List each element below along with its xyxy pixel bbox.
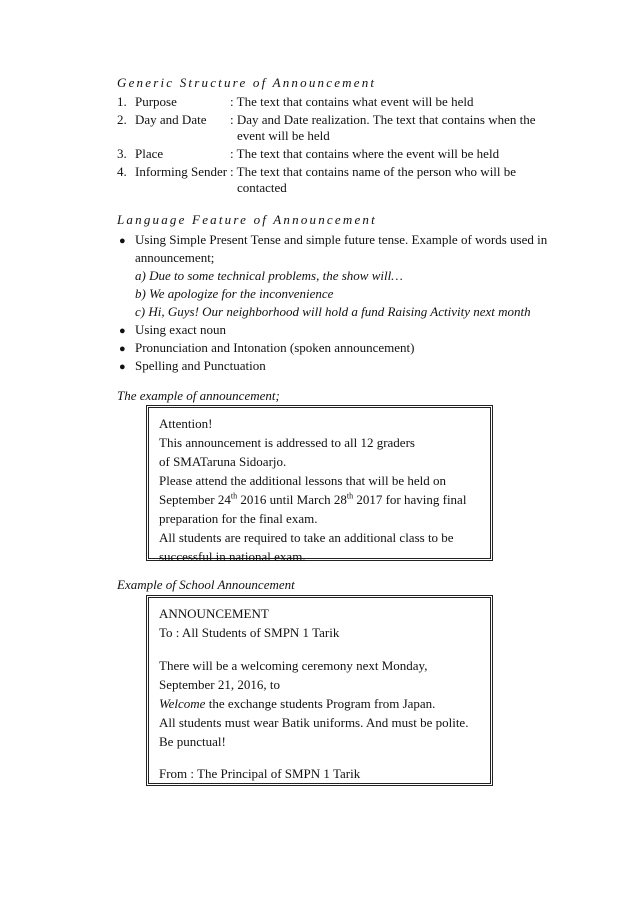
announcement-to: To : All Students of SMPN 1 Tarik	[159, 625, 340, 640]
example-label: The example of announcement;	[117, 388, 280, 403]
school-announcement-box	[146, 595, 493, 786]
example-label: Example of School Announcement	[117, 577, 295, 592]
item-number: 3.	[117, 146, 127, 161]
announcement-line: All students are required to take an additional class to be	[159, 530, 454, 545]
item-definition: : Day and Date realization. The text that contains when the	[230, 112, 536, 127]
example-sentence: a) Due to some technical problems, the show will…	[135, 268, 403, 283]
item-definition: : The text that contains what event will be held	[230, 94, 474, 109]
item-term: Informing Sender	[135, 164, 228, 179]
bullet-icon: ●	[119, 361, 126, 373]
item-definition: : The text that contains name of the person who will be	[230, 164, 517, 179]
bullet-icon: ●	[119, 235, 126, 247]
language-feature-heading: Language Feature of Announcement	[117, 212, 377, 227]
bullet-icon: ●	[119, 343, 126, 355]
bullet-text: Using Simple Present Tense and simple future tense. Example of words used in	[135, 232, 548, 247]
bullet-icon: ●	[119, 325, 126, 337]
item-number: 4.	[117, 164, 127, 179]
announcement-line: September 21, 2016, to	[159, 677, 280, 692]
announcement-line: Please attend the additional lessons that will be held on	[159, 473, 447, 488]
announcement-line: Be punctual!	[159, 734, 226, 749]
example-sentence: c) Hi, Guys! Our neighborhood will hold a fund Raising Activity next month	[135, 304, 531, 319]
item-number: 1.	[117, 94, 127, 109]
item-definition: : The text that contains where the event will be held	[230, 146, 500, 161]
announcement-line: All students must wear Batik uniforms. And must be polite.	[159, 715, 469, 730]
bullet-text-cont: announcement;	[135, 250, 215, 265]
announcement-line: of SMATaruna Sidoarjo.	[159, 454, 287, 469]
item-definition-cont: contacted	[237, 180, 287, 195]
generic-structure-heading: Generic Structure of Announcement	[117, 75, 377, 90]
announcement-line: There will be a welcoming ceremony next Monday,	[159, 658, 428, 673]
bullet-text: Pronunciation and Intonation (spoken announcement)	[135, 340, 415, 355]
example-sentence: b) We apologize for the inconvenience	[135, 286, 334, 301]
announcement-from: From : The Principal of SMPN 1 Tarik	[159, 766, 361, 781]
item-term: Place	[135, 146, 164, 161]
bullet-text: Using exact noun	[135, 322, 226, 337]
item-definition-cont: event will be held	[237, 128, 330, 143]
announcement-line: Welcome the exchange students Program from Japan.	[159, 696, 436, 711]
announcement-line: preparation for the final exam.	[159, 511, 318, 526]
item-number: 2.	[117, 112, 127, 127]
announcement-heading: ANNOUNCEMENT	[159, 606, 269, 621]
announcement-line: successful in national exam.	[159, 549, 306, 564]
bullet-text: Spelling and Punctuation	[135, 358, 266, 373]
announcement-box	[146, 405, 493, 564]
item-term: Day and Date	[135, 112, 207, 127]
announcement-line-dates: September 24th 2016 until March 28th 2017 for having final	[159, 491, 467, 507]
announcement-line: Attention!	[159, 416, 213, 431]
announcement-line: This announcement is addressed to all 12 graders	[159, 435, 415, 450]
item-term: Purpose	[135, 94, 177, 109]
